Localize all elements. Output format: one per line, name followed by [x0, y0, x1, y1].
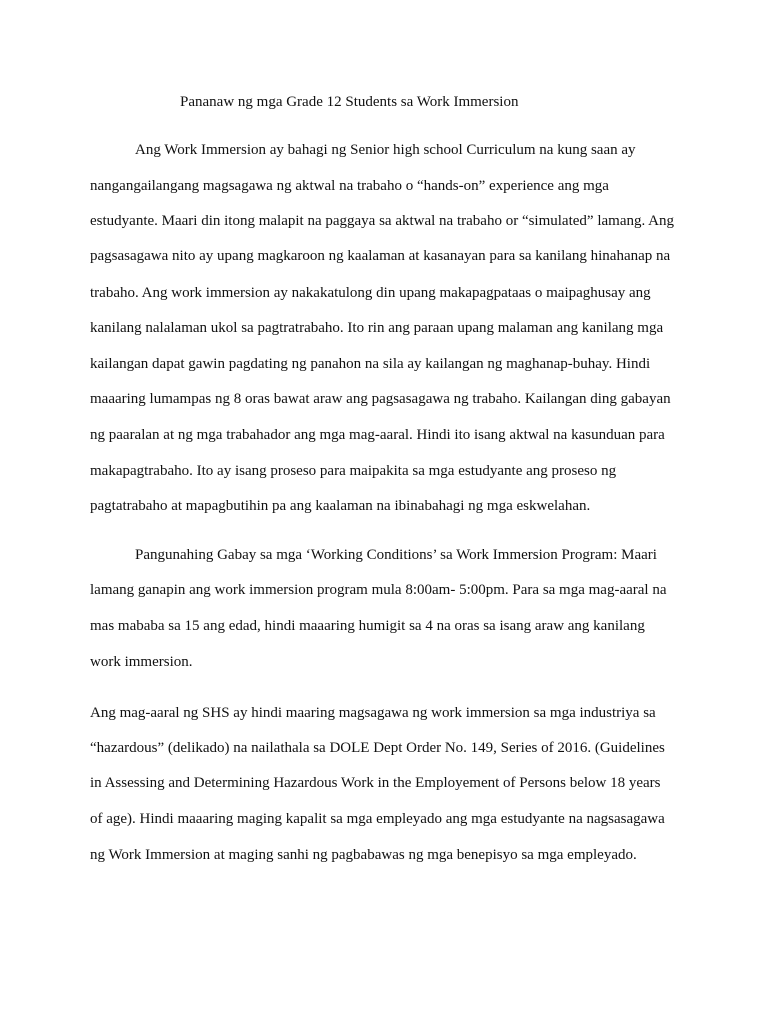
- paragraph-3-line-2: “hazardous” (delikado) na nailathala sa DOLE Dept Order No. 149, Series of 2016. (Guidelines: [90, 740, 665, 756]
- paragraph-1-line-2: nangangailangang magsagawa ng aktwal na trabaho o “hands-on” experience ang mga: [90, 178, 609, 194]
- paragraph-1-line-10: makapagtrabaho. Ito ay isang proseso para maipakita sa mga estudyante ang proseso ng: [90, 463, 617, 479]
- paragraph-3-line-3: in Assessing and Determining Hazardous Work in the Employement of Persons below 18 years: [90, 775, 661, 791]
- paragraph-1-line-11: pagtatrabaho at mapagbutihin pa ang kaalaman na ibinabahagi ng mga eskwelahan.: [90, 498, 591, 514]
- paragraph-1-line-9: ng paaralan at ng mga trabahador ang mga mag-aaral. Hindi ito isang aktwal na kasunduan para: [90, 427, 665, 443]
- paragraph-2-line-4: work immersion.: [90, 654, 193, 670]
- paragraph-2-line-3: mas mababa sa 15 ang edad, hindi maaaring humigit sa 4 na oras sa isang araw ang kanilang: [90, 618, 645, 634]
- document-title: Pananaw ng mga Grade 12 Students sa Work Immersion: [180, 94, 519, 110]
- paragraph-1-line-6: kanilang nalalaman ukol sa pagtratrabaho. Ito rin ang paraan upang malaman ang kanilang mga: [90, 320, 664, 336]
- paragraph-1-line-5: trabaho. Ang work immersion ay nakakatulong din upang makapagpataas o maipaghusay ang: [90, 285, 651, 301]
- paragraph-3-line-5: ng Work Immersion at maging sanhi ng pagbabawas ng mga benepisyo sa mga empleyado.: [90, 847, 637, 863]
- paragraph-1-line-3: estudyante. Maari din itong malapit na paggaya sa aktwal na trabaho or “simulated” lamang. Ang: [90, 213, 674, 229]
- paragraph-1-line-8: maaaring lumampas ng 8 oras bawat araw ang pagsasagawa ng trabaho. Kailangan ding gabayan: [90, 391, 671, 407]
- paragraph-1-line-1: Ang Work Immersion ay bahagi ng Senior high school Curriculum na kung saan ay: [135, 142, 636, 158]
- paragraph-1-line-4: pagsasagawa nito ay upang magkaroon ng kaalaman at kasanayan para sa kanilang hinahanap na: [90, 248, 671, 264]
- paragraph-2-line-2: lamang ganapin ang work immersion program mula 8:00am- 5:00pm. Para sa mga mag-aaral na: [90, 582, 667, 598]
- paragraph-3-line-4: of age). Hindi maaaring maging kapalit sa mga empleyado ang mga estudyante na nagsasagawa: [90, 811, 665, 827]
- paragraph-2-line-1: Pangunahing Gabay sa mga ‘Working Conditions’ sa Work Immersion Program: Maari: [135, 547, 657, 563]
- paragraph-1-line-7: kailangan dapat gawin pagdating ng panahon na sila ay kailangan ng maghanap-buhay. Hindi: [90, 356, 651, 372]
- paragraph-3-line-1: Ang mag-aaral ng SHS ay hindi maaring magsagawa ng work immersion sa mga industriya sa: [90, 705, 656, 721]
